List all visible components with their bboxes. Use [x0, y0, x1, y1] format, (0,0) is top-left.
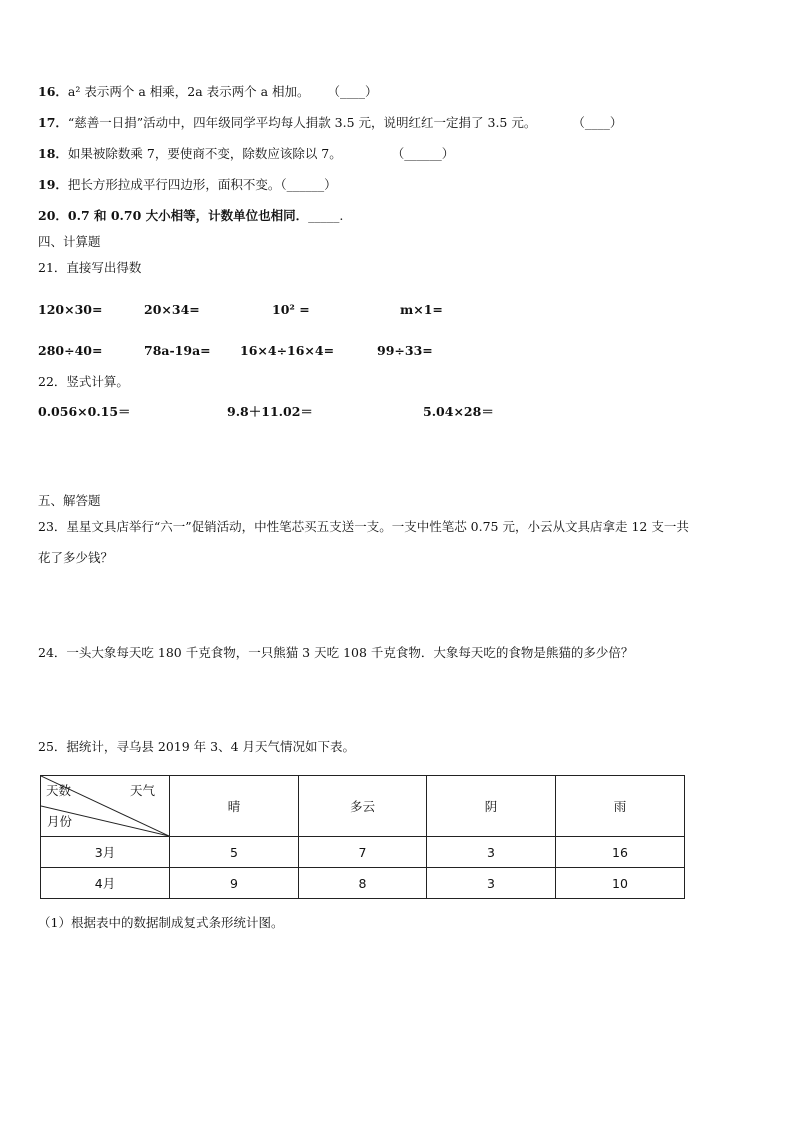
question-21-label: 21．直接写出得数: [38, 260, 142, 275]
section-5-title: 五、解答题: [38, 493, 101, 508]
header-days: 天数: [46, 783, 72, 798]
question-24: 24．一头大象每天吃 180 千克食物，一只熊猫 3 天吃 108 千克食物．大象每天吃的食物是熊猫的多少倍？: [38, 645, 634, 660]
answer-blank[interactable]: （____）: [572, 115, 623, 130]
calc-item: 78a-19a=: [144, 343, 211, 358]
column-header: 多云: [299, 776, 427, 837]
question-17: [38, 115, 622, 131]
calc-item: 16×4÷16×4=: [240, 343, 335, 358]
table-row: [41, 837, 685, 868]
question-18: [38, 146, 454, 162]
question-number: 19．: [38, 177, 68, 192]
row-header: 4月: [41, 868, 170, 899]
table-cell: 8: [299, 868, 427, 899]
table-cell: 3: [427, 837, 556, 868]
table-cell: 9: [170, 868, 299, 899]
calc-item: 10² =: [272, 302, 310, 317]
answer-blank[interactable]: （______）: [391, 146, 455, 161]
question-text: 把长方形拉成平行四边形，面积不变。: [67, 177, 281, 192]
question-20: [38, 208, 343, 224]
vertical-calc-item: 0.056×0.15＝: [38, 404, 131, 419]
question-25-sub-1: （1）根据表中的数据制成复式条形统计图。: [38, 915, 284, 930]
question-23-line-1: 23．星星文具店举行“六一”促销活动，中性笔芯买五支送一支。一支中性笔芯 0.75 元，小云从文具店拿走 12 支一共: [38, 519, 689, 534]
column-header: 雨: [556, 776, 685, 837]
answer-blank[interactable]: （____）: [327, 84, 378, 99]
table-cell: 3: [427, 868, 556, 899]
question-text: 如果被除数乘 7，要使商不变，除数应该除以 7。: [67, 146, 342, 161]
question-text: 0.7 和 0.70 大小相等，计数单位也相同．: [67, 208, 309, 223]
question-number: 16．: [38, 84, 68, 99]
column-header: 晴: [170, 776, 299, 837]
section-4-title: 四、计算题: [38, 234, 101, 249]
question-19: [38, 177, 337, 193]
diagonal-header-cell: [41, 776, 170, 837]
table-cell: 7: [299, 837, 427, 868]
table-row: [41, 868, 685, 899]
calc-item: m×1=: [400, 302, 443, 317]
answer-blank[interactable]: （______）: [280, 177, 337, 192]
table-cell: 10: [556, 868, 685, 899]
table-cell: 16: [556, 837, 685, 868]
question-16: [38, 84, 378, 100]
header-weather: 天气: [129, 783, 155, 798]
row-header: 3月: [41, 837, 170, 868]
calc-item: 120×30=: [38, 302, 103, 317]
calc-item: 99÷33=: [377, 343, 433, 358]
table-cell: 5: [170, 837, 299, 868]
question-23-line-2: 花了多少钱？: [38, 550, 114, 565]
question-25: 25．据统计，寻乌县 2019 年 3、4 月天气情况如下表。: [38, 739, 356, 754]
table-header-row: [41, 776, 685, 837]
column-header: 阴: [427, 776, 556, 837]
answer-blank[interactable]: _____.: [308, 208, 344, 223]
question-text: a² 表示两个 a 相乘，2a 表示两个 a 相加。: [67, 84, 310, 99]
question-number: 17．: [38, 115, 68, 130]
question-number: 18．: [38, 146, 68, 161]
vertical-calc-item: 9.8＋11.02＝: [227, 404, 313, 419]
question-number: 20．: [38, 208, 68, 223]
vertical-calc-item: 5.04×28＝: [423, 404, 494, 419]
question-text: “慈善一日捐”活动中，四年级同学平均每人捐款 3.5 元，说明红红一定捐了 3.5 元。: [67, 115, 537, 130]
weather-table: [40, 775, 685, 899]
question-22-label: 22．竖式计算。: [38, 374, 129, 389]
calc-item: 20×34=: [144, 302, 200, 317]
calc-item: 280÷40=: [38, 343, 103, 358]
header-month: 月份: [47, 814, 73, 829]
